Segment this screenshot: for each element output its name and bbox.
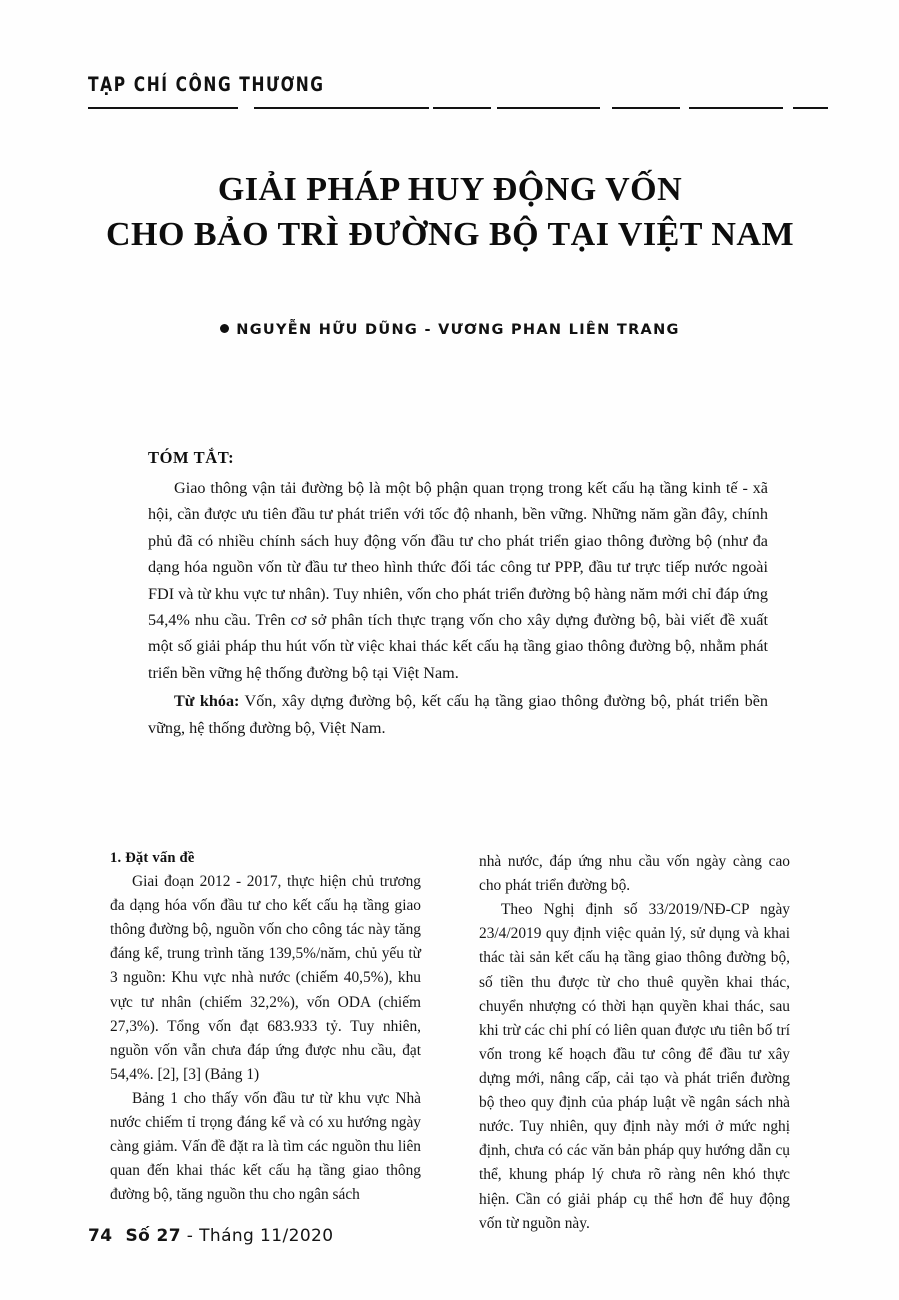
right-paragraph-1: nhà nước, đáp ứng nhu cầu vốn ngày càng cao cho phát triển đường bộ. [479, 853, 790, 895]
rule-segment [793, 107, 828, 109]
rule-segment [254, 107, 429, 109]
rule-gap [238, 107, 254, 109]
author-line [60, 322, 840, 338]
right-column [479, 850, 790, 1232]
footer-issue-date: - Tháng 11/2020 [180, 1226, 334, 1246]
left-paragraph-2: Bảng 1 cho thấy vốn đầu tư từ khu vực Nhà nước chiếm tỉ trọng đáng kể và có xu hướng ngày càng giảm. Vấn đề đặt ra là tìm các nguồn thu liên quan đến khai thác kết cấu hạ tầng giao thông đường bộ, tăng nguồn thu cho ngân sách [110, 1089, 421, 1204]
footer-issue-number: Số 27 [125, 1226, 181, 1246]
section-heading-intro: 1. Đặt vấn đề [110, 850, 195, 866]
masthead-rule [88, 106, 828, 109]
rule-segment [433, 107, 491, 109]
rule-gap [783, 107, 793, 109]
title-line-1: GIẢI PHÁP HUY ĐỘNG VỐN [217, 171, 683, 208]
abstract-keywords [148, 688, 768, 741]
rule-segment [88, 107, 238, 109]
rule-gap [680, 107, 689, 109]
rule-segment [497, 107, 600, 109]
abstract-heading: TÓM TẮT: [148, 448, 235, 467]
author-names: NGUYỄN HỮU DŨNG - VƯƠNG PHAN LIÊN TRANG [236, 322, 680, 338]
page-footer [88, 1226, 333, 1246]
title-line-2: CHO BẢO TRÌ ĐƯỜNG BỘ TẠI VIỆT NAM [105, 215, 795, 253]
rule-segment [689, 107, 783, 109]
left-paragraph-1: Giai đoạn 2012 - 2017, thực hiện chủ trương đa dạng hóa vốn đầu tư cho kết cấu hạ tầng giao thông đường bộ, nguồn vốn cho công tác này tăng đáng kể, trung trình tăng 139,5%/năm, chủ yếu từ 3 nguồn: Khu vực nhà nước (chiếm 40,5%), khu vực tư nhân (chiếm 32,2%), vốn ODA (chiếm 27,3%). Tổng vốn đạt 683.933 tỷ. Tuy nhiên, nguồn vốn vẫn chưa đáp ứng được nhu cầu, đạt 54,4%. [2], [3] (Bảng 1) [110, 873, 421, 1083]
page-title [60, 168, 840, 258]
keywords-label: Từ khóa: [174, 692, 240, 711]
rule-segment [612, 107, 680, 109]
right-paragraph-2: Theo Nghị định số 33/2019/NĐ-CP ngày 23/4/2019 quy định việc quản lý, sử dụng và khai thác tài sản kết cấu hạ tầng giao thông đường bộ, số tiền thu được từ cho thuê quyền khai thác, chuyển nhượng có thời hạn quyền khai thác, sau khi trừ các chi phí có liên quan được ưu tiên bố trí vốn trong kế hoạch đầu tư công để đầu tư xây dựng mới, nâng cấp, cải tạo và phát triển đường bộ theo quy định của pháp luật về ngân sách nhà nước. Tuy nhiên, quy định này mới ở mức nghị định, chưa có các văn bản pháp quy hướng dẫn cụ thể, khung pháp lý chưa rõ ràng nên khó thực hiện. Cần có giải pháp cụ thể hơn để huy động vốn từ nguồn này. [479, 901, 790, 1232]
footer-page-number: 74 [88, 1226, 113, 1246]
keywords-text: Vốn, xây dựng đường bộ, kết cấu hạ tầng giao thông đường bộ, phát triển bền vững, hệ thống đường bộ, Việt Nam. [148, 692, 768, 737]
rule-gap [600, 107, 612, 109]
masthead [88, 73, 828, 116]
journal-name: TẠP CHÍ CÔNG THƯƠNG [88, 73, 325, 96]
left-column [110, 850, 421, 1210]
body-columns [110, 850, 790, 1232]
abstract-section [148, 448, 768, 743]
bullet-dot-icon [220, 324, 229, 333]
abstract-paragraph: Giao thông vận tải đường bộ là một bộ phận quan trọng trong kết cấu hạ tầng kinh tế - xã hội, cần được ưu tiên đầu tư phát triển với tốc độ nhanh, bền vững. Những năm gần đây, chính phủ đã có nhiều chính sách huy động vốn đầu tư cho phát triển giao thông đường bộ (như đa dạng hóa nguồn vốn từ đầu tư theo hình thức đối tác công tư PPP, đầu tư trực tiếp nước ngoài FDI và từ khu vực tư nhân). Tuy nhiên, vốn cho phát triển đường bộ hàng năm mới chỉ đáp ứng 54,4% nhu cầu. Trên cơ sở phân tích thực trạng vốn cho xây dựng đường bộ, bài viết đề xuất một số giải pháp thu hút vốn từ việc khai thác kết cấu hạ tầng giao thông đường bộ, nhằm phát triển bền vững hệ thống đường bộ tại Việt Nam. [148, 479, 768, 682]
